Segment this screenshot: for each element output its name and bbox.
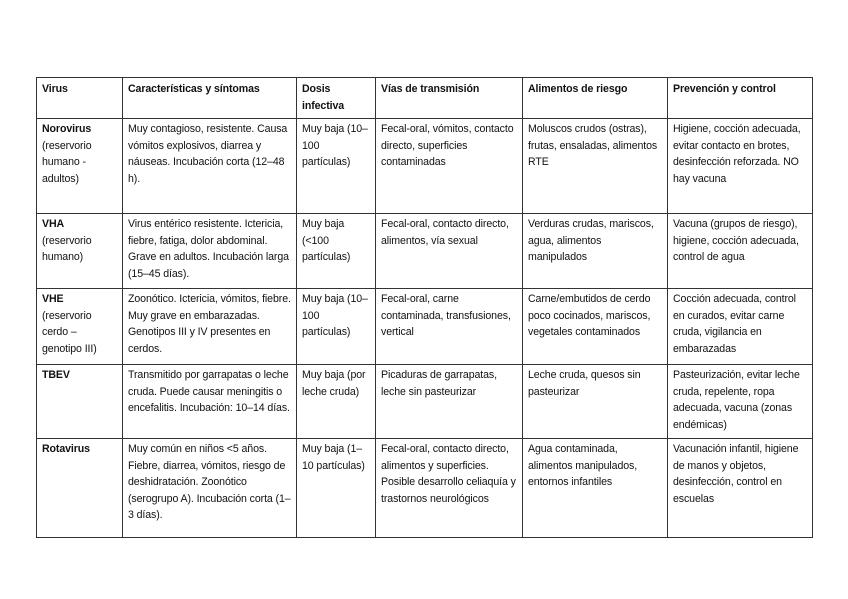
- virus-reservoir: (reservorio humano): [42, 234, 92, 264]
- table-header-row: [37, 78, 813, 119]
- header-dose: Dosis infectiva: [297, 78, 376, 119]
- dose-cell: Muy baja (1–10 partículas): [297, 439, 376, 538]
- foods-cell: Verduras crudas, mariscos, agua, alimentos manipulados: [523, 214, 668, 289]
- dose-cell: Muy baja (10–100 partículas): [297, 289, 376, 365]
- header-characteristics: Características y síntomas: [123, 78, 297, 119]
- prevention-cell: Pasteurización, evitar leche cruda, repelente, ropa adecuada, vacuna (zonas endémicas): [668, 365, 813, 439]
- foods-cell: Moluscos crudos (ostras), frutas, ensaladas, alimentos RTE: [523, 119, 668, 214]
- foods-cell: Carne/embutidos de cerdo poco cocinados, mariscos, vegetales contaminados: [523, 289, 668, 365]
- virus-reservoir: (reservorio humano - adultos): [42, 139, 92, 185]
- header-virus: Virus: [37, 78, 123, 119]
- virus-cell: [37, 119, 123, 214]
- table-row: [37, 365, 813, 439]
- transmission-cell: Fecal-oral, carne contaminada, transfusiones, vertical: [376, 289, 523, 365]
- virus-cell: [37, 439, 123, 538]
- header-prevention: Prevención y control: [668, 78, 813, 119]
- foods-cell: Leche cruda, quesos sin pasteurizar: [523, 365, 668, 439]
- characteristics-cell: Muy contagioso, resistente. Causa vómitos explosivos, diarrea y náuseas. Incubación corta (12–48 h).: [123, 119, 297, 214]
- table-row: [37, 119, 813, 214]
- virus-name: Norovirus: [42, 123, 92, 135]
- characteristics-cell: Zoonótico. Ictericia, vómitos, fiebre. Muy grave en embarazadas. Genotipos III y IV presentes en cerdos.: [123, 289, 297, 365]
- dose-cell: Muy baja (por leche cruda): [297, 365, 376, 439]
- virus-cell: [37, 289, 123, 365]
- virus-name: Rotavirus: [42, 443, 90, 455]
- virus-table: [36, 77, 813, 538]
- virus-name: TBEV: [42, 369, 70, 381]
- foods-cell: Agua contaminada, alimentos manipulados, entornos infantiles: [523, 439, 668, 538]
- characteristics-cell: Muy común en niños <5 años. Fiebre, diarrea, vómitos, riesgo de deshidratación. Zoonótico (serogrupo A). Incubación corta (1–3 días).: [123, 439, 297, 538]
- virus-cell: [37, 214, 123, 289]
- table-row: [37, 289, 813, 365]
- characteristics-cell: Virus entérico resistente. Ictericia, fiebre, fatiga, dolor abdominal. Grave en adultos. Incubación larga (15–45 días).: [123, 214, 297, 289]
- transmission-cell: Fecal-oral, contacto directo, alimentos y superficies. Posible desarrollo celiaquía y trastornos neurológicos: [376, 439, 523, 538]
- virus-reservoir: (reservorio cerdo – genotipo III): [42, 309, 97, 355]
- transmission-cell: Picaduras de garrapatas, leche sin pasteurizar: [376, 365, 523, 439]
- prevention-cell: Vacunación infantil, higiene de manos y objetos, desinfección, control en escuelas: [668, 439, 813, 538]
- transmission-cell: Fecal-oral, vómitos, contacto directo, superficies contaminadas: [376, 119, 523, 214]
- header-transmission: Vías de transmisión: [376, 78, 523, 119]
- header-foods: Alimentos de riesgo: [523, 78, 668, 119]
- virus-name: VHA: [42, 218, 65, 230]
- virus-name: VHE: [42, 293, 64, 305]
- prevention-cell: Higiene, cocción adecuada, evitar contacto en brotes, desinfección reforzada. NO hay vacuna: [668, 119, 813, 214]
- virus-cell: [37, 365, 123, 439]
- prevention-cell: Cocción adecuada, control en curados, evitar carne cruda, vigilancia en embarazadas: [668, 289, 813, 365]
- prevention-cell: Vacuna (grupos de riesgo), higiene, cocción adecuada, control de agua: [668, 214, 813, 289]
- table-row: [37, 214, 813, 289]
- dose-cell: Muy baja (<100 partículas): [297, 214, 376, 289]
- characteristics-cell: Transmitido por garrapatas o leche cruda. Puede causar meningitis o encefalitis. Incubación: 10–14 días.: [123, 365, 297, 439]
- table-row: [37, 439, 813, 538]
- transmission-cell: Fecal-oral, contacto directo, alimentos, vía sexual: [376, 214, 523, 289]
- dose-cell: Muy baja (10–100 partículas): [297, 119, 376, 214]
